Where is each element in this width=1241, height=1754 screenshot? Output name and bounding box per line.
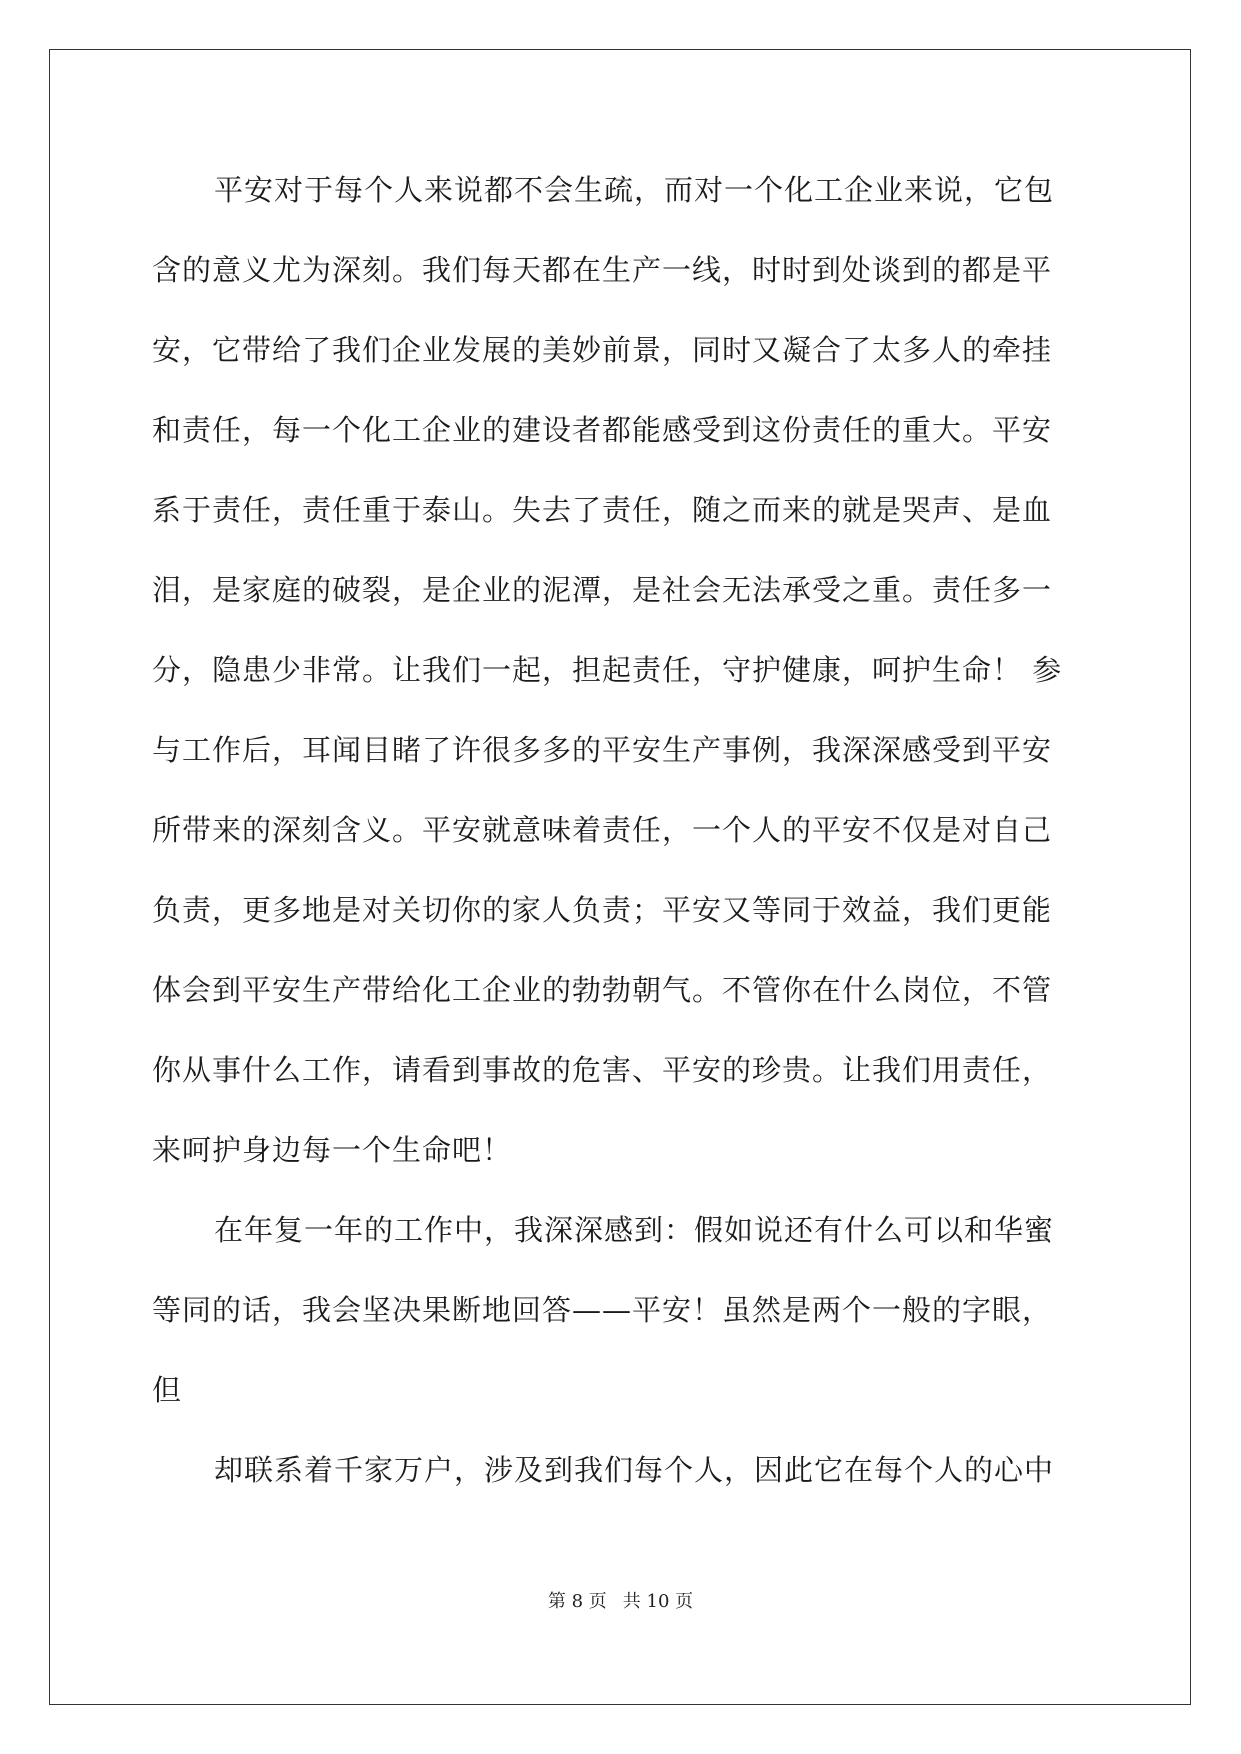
text-line: 等同的话，我会坚决果断地回答——平安！虽然是两个一般的字眼， <box>152 1293 1053 1327</box>
text-line: 所带来的深刻含义。平安就意味着责任，一个人的平安不仅是对自己 <box>152 813 1053 847</box>
document-body <box>152 150 1092 1510</box>
page-total: 共 10 页 <box>622 1591 694 1612</box>
text-line: 和责任，每一个化工企业的建设者都能感受到这份责任的重大。平安 <box>152 413 1053 447</box>
text-line: 平安对于每个人来说都不会生疏，而对一个化工企业来说，它包 <box>214 173 1055 207</box>
text-line: 含的意义尤为深刻。我们每天都在生产一线，时时到处谈到的都是平 <box>152 253 1053 287</box>
text-line: 安，它带给了我们企业发展的美妙前景，同时又凝合了太多人的牵挂 <box>152 333 1053 367</box>
text-line: 与工作后，耳闻目睹了许很多多的平安生产事例，我深深感受到平安 <box>152 733 1053 767</box>
text-line: 泪，是家庭的破裂，是企业的泥潭，是社会无法承受之重。责任多一 <box>152 573 1053 607</box>
text-line: 来呵护身边每一个生命吧！ <box>152 1133 513 1167</box>
text-line: 分，隐患少非常。让我们一起，担起责任，守护健康，呵护生命！ 参 <box>152 653 1063 687</box>
page-footer <box>0 1590 1241 1614</box>
text-line: 体会到平安生产带给化工企业的勃勃朝气。不管你在什么岗位，不管 <box>152 973 1053 1007</box>
text-line: 但 <box>152 1373 183 1407</box>
text-line: 系于责任，责任重于泰山。失去了责任，随之而来的就是哭声、是血 <box>152 493 1053 527</box>
page-number: 第 8 页 <box>547 1591 607 1612</box>
text-line: 你从事什么工作，请看到事故的危害、平安的珍贵。让我们用责任， <box>152 1053 1053 1087</box>
text-line: 却联系着千家万户，涉及到我们每个人，因此它在每个人的心中 <box>214 1453 1055 1487</box>
text-line: 负责，更多地是对关切你的家人负责；平安又等同于效益，我们更能 <box>152 893 1053 927</box>
text-line: 在年复一年的工作中，我深深感到：假如说还有什么可以和华蜜 <box>214 1213 1055 1247</box>
